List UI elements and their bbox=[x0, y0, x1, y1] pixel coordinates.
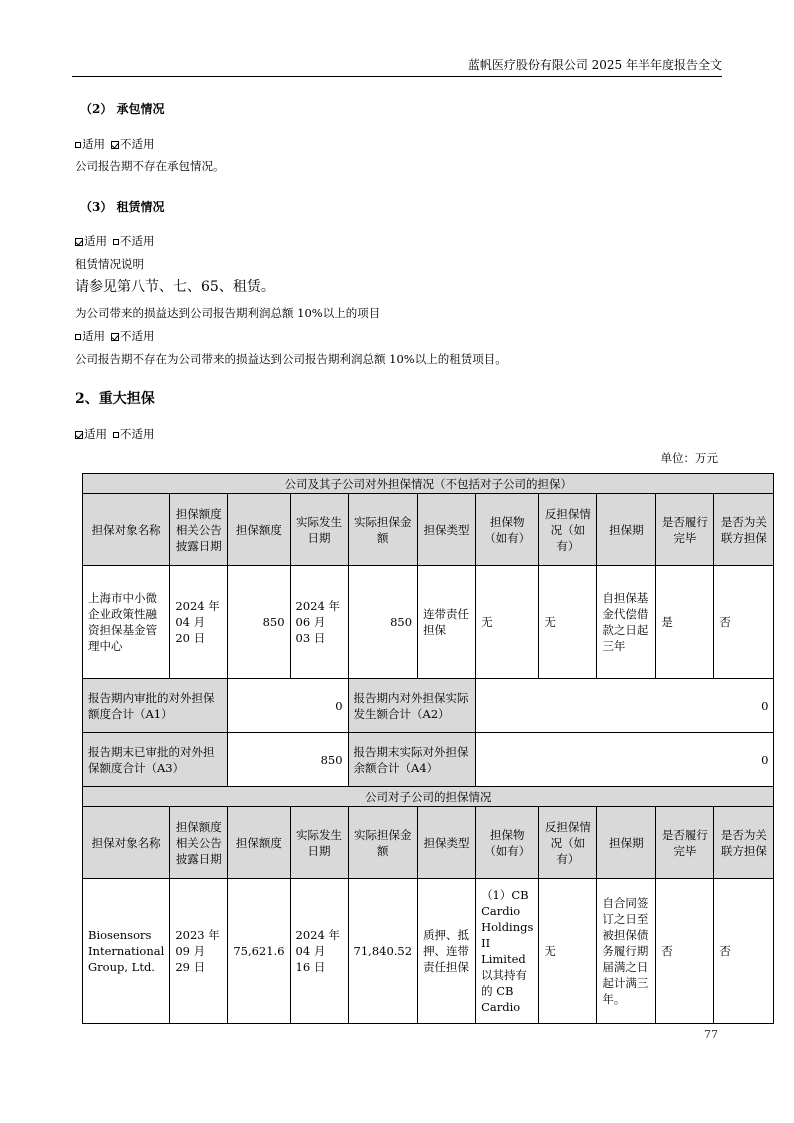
col-header-actual-amount: 实际担保金额 bbox=[348, 494, 418, 566]
not-applicable-label: 不适用 bbox=[120, 234, 155, 248]
page-number: 77 bbox=[704, 1028, 718, 1041]
col-header-quota: 担保额度 bbox=[228, 807, 290, 879]
applicable-label: 适用 bbox=[82, 329, 105, 343]
summary-label-a1: 报告期内审批的对外担保额度合计（A1） bbox=[83, 679, 228, 733]
checkbox-checked-icon bbox=[75, 238, 83, 246]
cell-period: 自担保基金代偿借款之日起三年 bbox=[597, 566, 656, 679]
applicable-label: 适用 bbox=[82, 137, 105, 151]
not-applicable-label: 不适用 bbox=[120, 137, 155, 151]
cell-collateral: （1）CB Cardio Holdings II Limited 以其持有的 CB Cardio bbox=[476, 879, 539, 1024]
report-title: 蓝帆医疗股份有限公司 2025 年半年度报告全文 bbox=[467, 58, 722, 72]
external-section-title: 公司及其子公司对外担保情况（不包括对子公司的担保） bbox=[83, 474, 774, 494]
checkbox-checked-icon bbox=[111, 333, 119, 341]
leasing-applicability bbox=[75, 233, 155, 249]
cell-actual-amount: 850 bbox=[348, 566, 418, 679]
guarantee-title: 2、重大担保 bbox=[75, 391, 155, 407]
col-header-completed: 是否履行完毕 bbox=[656, 494, 714, 566]
contracting-statement: 公司报告期不存在承包情况。 bbox=[75, 159, 225, 173]
applicable-label: 适用 bbox=[84, 427, 107, 441]
page-header bbox=[72, 56, 722, 77]
guarantee-table bbox=[82, 473, 774, 1024]
col-header-related: 是否为关联方担保 bbox=[714, 494, 774, 566]
checkbox-unchecked-icon bbox=[113, 432, 119, 438]
summary-row bbox=[83, 733, 774, 787]
leasing-significant-label: 为公司带来的损益达到公司报告期利润总额 10%以上的项目 bbox=[75, 306, 381, 320]
col-header-type: 担保类型 bbox=[418, 494, 476, 566]
leasing-description-label: 租赁情况说明 bbox=[75, 257, 144, 271]
checkbox-unchecked-icon bbox=[75, 142, 81, 148]
cell-announce-date: 2023 年 09 月 29 日 bbox=[170, 879, 228, 1024]
col-header-announce-date: 担保额度相关公告披露日期 bbox=[170, 494, 228, 566]
leasing-heading: （3） 租赁情况 bbox=[80, 200, 165, 214]
external-header-row bbox=[83, 494, 774, 566]
col-header-related: 是否为关联方担保 bbox=[714, 807, 774, 879]
cell-period: 自合同签订之日至被担保债务履行期届满之日起计满三年。 bbox=[597, 879, 656, 1024]
guarantee-applicability bbox=[75, 426, 155, 442]
col-header-period: 担保期 bbox=[597, 807, 656, 879]
subsidiary-section-row bbox=[83, 787, 774, 807]
not-applicable-label: 不适用 bbox=[120, 427, 155, 441]
summary-value-a4: 0 bbox=[476, 733, 774, 787]
summary-value-a2: 0 bbox=[476, 679, 774, 733]
col-header-collateral: 担保物（如有） bbox=[476, 807, 539, 879]
cell-related: 否 bbox=[714, 566, 774, 679]
cell-completed: 否 bbox=[656, 879, 714, 1024]
not-applicable-label: 不适用 bbox=[120, 329, 155, 343]
leasing-description: 请参见第八节、七、65、租赁。 bbox=[75, 279, 275, 295]
unit-label: 单位：万元 bbox=[660, 451, 718, 465]
cell-type: 质押、抵押、连带责任担保 bbox=[418, 879, 476, 1024]
leasing-significant-statement: 公司报告期不存在为公司带来的损益达到公司报告期利润总额 10%以上的租赁项目。 bbox=[75, 352, 507, 366]
cell-related: 否 bbox=[714, 879, 774, 1024]
subsidiary-section-title: 公司对子公司的担保情况 bbox=[83, 787, 774, 807]
external-section-row bbox=[83, 474, 774, 494]
applicable-label: 适用 bbox=[84, 234, 107, 248]
col-header-period: 担保期 bbox=[597, 494, 656, 566]
summary-row bbox=[83, 679, 774, 733]
checkbox-unchecked-icon bbox=[113, 239, 119, 245]
contracting-applicability bbox=[75, 136, 155, 152]
table-row bbox=[83, 879, 774, 1024]
cell-actual-date: 2024 年 06 月 03 日 bbox=[290, 566, 348, 679]
subsidiary-header-row bbox=[83, 807, 774, 879]
cell-collateral: 无 bbox=[476, 566, 539, 679]
col-header-actual-amount: 实际担保金额 bbox=[348, 807, 418, 879]
cell-counter: 无 bbox=[539, 879, 597, 1024]
cell-counter: 无 bbox=[539, 566, 597, 679]
checkbox-checked-icon bbox=[111, 141, 119, 149]
col-header-quota: 担保额度 bbox=[228, 494, 290, 566]
col-header-name: 担保对象名称 bbox=[83, 807, 170, 879]
checkbox-checked-icon bbox=[75, 431, 83, 439]
col-header-type: 担保类型 bbox=[418, 807, 476, 879]
col-header-actual-date: 实际发生日期 bbox=[290, 807, 348, 879]
col-header-name: 担保对象名称 bbox=[83, 494, 170, 566]
col-header-collateral: 担保物（如有） bbox=[476, 494, 539, 566]
col-header-actual-date: 实际发生日期 bbox=[290, 494, 348, 566]
col-header-counter: 反担保情况（如有） bbox=[539, 807, 597, 879]
summary-value-a3: 850 bbox=[228, 733, 348, 787]
summary-label-a3: 报告期末已审批的对外担保额度合计（A3） bbox=[83, 733, 228, 787]
cell-name: 上海市中小微企业政策性融资担保基金管理中心 bbox=[83, 566, 170, 679]
table-row bbox=[83, 566, 774, 679]
summary-value-a1: 0 bbox=[228, 679, 348, 733]
cell-quota: 75,621.6 bbox=[228, 879, 290, 1024]
cell-quota: 850 bbox=[228, 566, 290, 679]
cell-name: Biosensors International Group, Ltd. bbox=[83, 879, 170, 1024]
col-header-completed: 是否履行完毕 bbox=[656, 807, 714, 879]
cell-completed: 是 bbox=[656, 566, 714, 679]
cell-type: 连带责任担保 bbox=[418, 566, 476, 679]
cell-announce-date: 2024 年 04 月 20 日 bbox=[170, 566, 228, 679]
leasing-significant-applicability bbox=[75, 328, 155, 344]
col-header-counter: 反担保情况（如有） bbox=[539, 494, 597, 566]
summary-label-a4: 报告期末实际对外担保余额合计（A4） bbox=[348, 733, 476, 787]
cell-actual-date: 2024 年 04 月 16 日 bbox=[290, 879, 348, 1024]
col-header-announce-date: 担保额度相关公告披露日期 bbox=[170, 807, 228, 879]
contracting-heading: （2） 承包情况 bbox=[80, 102, 165, 116]
summary-label-a2: 报告期内对外担保实际发生额合计（A2） bbox=[348, 679, 476, 733]
checkbox-unchecked-icon bbox=[75, 334, 81, 340]
cell-actual-amount: 71,840.52 bbox=[348, 879, 418, 1024]
